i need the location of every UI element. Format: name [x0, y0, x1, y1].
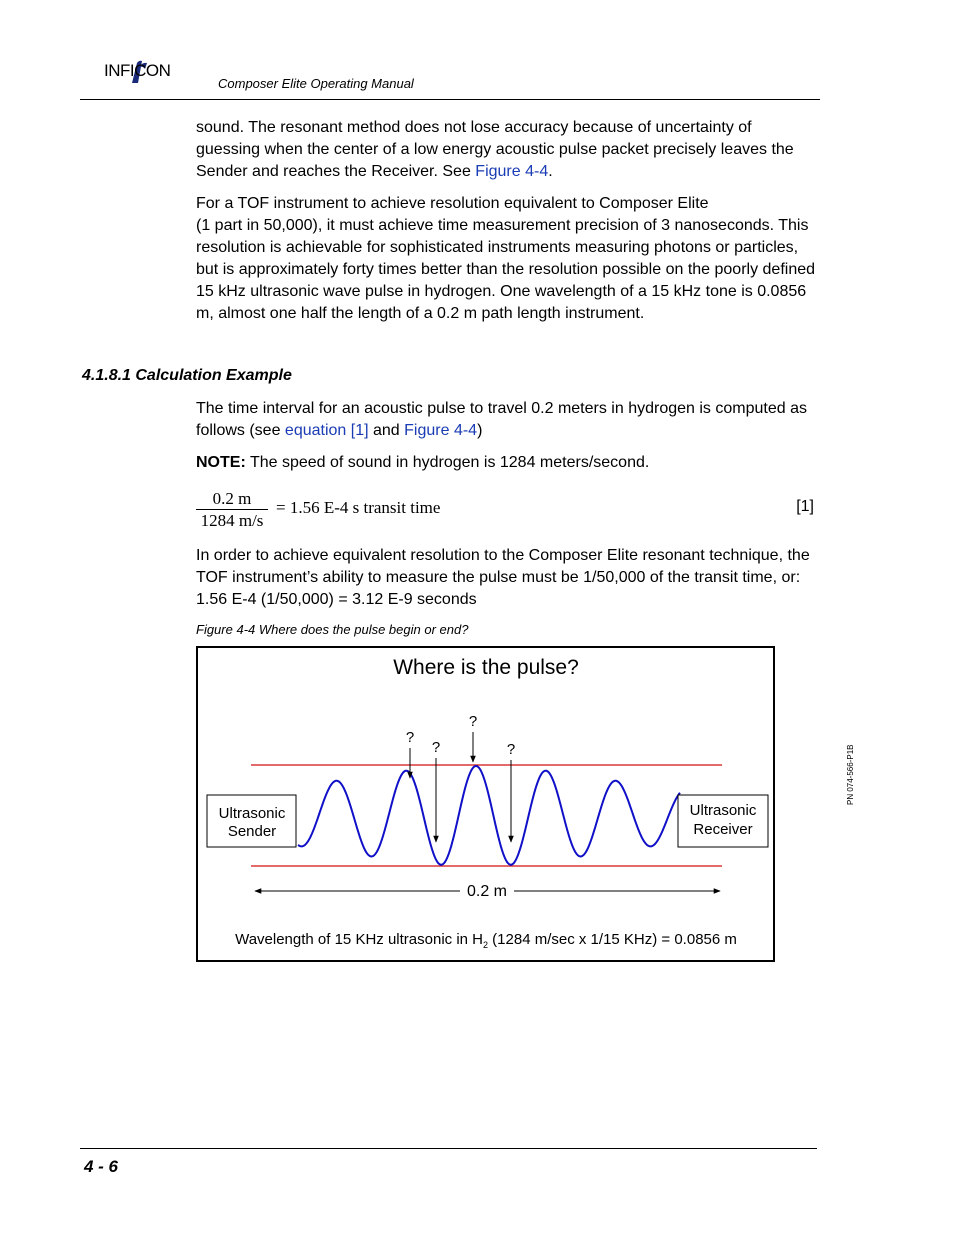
pulse-figure — [196, 646, 775, 962]
paragraph-1-text: sound. The resonant method does not lose accuracy because of uncertainty of guessing when the center of a low energy acoustic pulse packet precisely leaves the Sender and reaches the Receiver. See — [196, 119, 794, 180]
note — [196, 452, 818, 474]
paragraph-2 — [196, 193, 818, 325]
pulse-diagram — [198, 648, 773, 960]
pulse-wave — [298, 766, 680, 865]
equation-numerator: 0.2 m — [212, 489, 252, 508]
part-number: PN 074-566-P1B — [846, 744, 855, 805]
figure-caption: Figure 4-4 Where does the pulse begin or end? — [196, 622, 469, 637]
equation — [196, 489, 818, 533]
footer-rule — [80, 1148, 817, 1149]
question-mark-1: ? — [405, 729, 415, 746]
figure-link[interactable]: Figure 4-4 — [475, 163, 549, 180]
equation-fraction — [196, 489, 268, 531]
equation-number: [1] — [796, 498, 814, 515]
page-number: 4 - 6 — [84, 1157, 119, 1176]
sender-label-1: Ultrasonic — [218, 805, 286, 822]
equation-denominator: 1284 m/s — [200, 511, 264, 530]
equation-link[interactable]: equation [1] — [284, 422, 369, 439]
figure-title: Where is the pulse? — [393, 656, 579, 679]
wavelength-text-a: Wavelength of 15 KHz ultrasonic in H — [235, 931, 484, 948]
distance-label: 0.2 m — [466, 883, 508, 900]
wavelength-text-b: (1284 m/sec x 1/15 KHz) = 0.0856 m — [488, 931, 737, 948]
question-mark-2: ? — [431, 739, 441, 756]
manual-title: Composer Elite Operating Manual — [218, 76, 414, 91]
paragraph-2-line1: For a TOF instrument to achieve resolution equivalent to Composer Elite — [196, 195, 709, 212]
sender-label-2: Sender — [227, 823, 277, 840]
figure-link-2[interactable]: Figure 4-4 — [404, 422, 478, 439]
equation-result: = 1.56 E-4 s transit time — [276, 498, 441, 517]
note-label: NOTE: — [196, 454, 246, 471]
note-text: The speed of sound in hydrogen is 1284 meters/second. — [245, 454, 650, 471]
paragraph-3-end: ) — [477, 422, 483, 439]
wavelength-subscript: 2 — [483, 940, 489, 950]
section-heading: 4.1.8.1 Calculation Example — [82, 367, 292, 384]
paragraph-4: In order to achieve equivalent resolution to the Composer Elite resonant technique, the TOF instrument’s ability to measure the pulse must be 1/50,000 of the transit time, or: 1.56 E-4 (1/50,000) = 3.12 E-9 seconds — [196, 547, 810, 608]
paragraph-3-mid: and — [368, 422, 405, 439]
receiver-label-2: Receiver — [693, 821, 753, 838]
receiver-label-1: Ultrasonic — [689, 802, 757, 819]
paragraph-1 — [196, 117, 818, 183]
fraction-bar — [196, 509, 268, 510]
paragraph-2-rest: (1 part in 50,000), it must achieve time measurement precision of 3 nanoseconds. This resolution is achievable for sophisticated instruments measuring photons or particles, but is approximately forty times better than the resolution possible on the poorly defined 15 kHz ultrasonic wave pulse in hydrogen. One wavelength of a 15 kHz tone is 0.0856 m, almost one half the length of a 0.2 m path length instrument. — [196, 217, 816, 322]
question-mark-3: ? — [468, 713, 478, 730]
paragraph-1-end: . — [548, 163, 553, 180]
header-rule — [80, 99, 820, 100]
inficon-logo-text: INFICON — [104, 61, 171, 80]
question-mark-4: ? — [506, 741, 516, 758]
wavelength-text — [235, 931, 737, 950]
paragraph-3 — [196, 398, 818, 442]
paragraph-3-text: The time interval for an acoustic pulse to travel 0.2 meters in hydrogen is computed as follows (see — [196, 400, 807, 439]
